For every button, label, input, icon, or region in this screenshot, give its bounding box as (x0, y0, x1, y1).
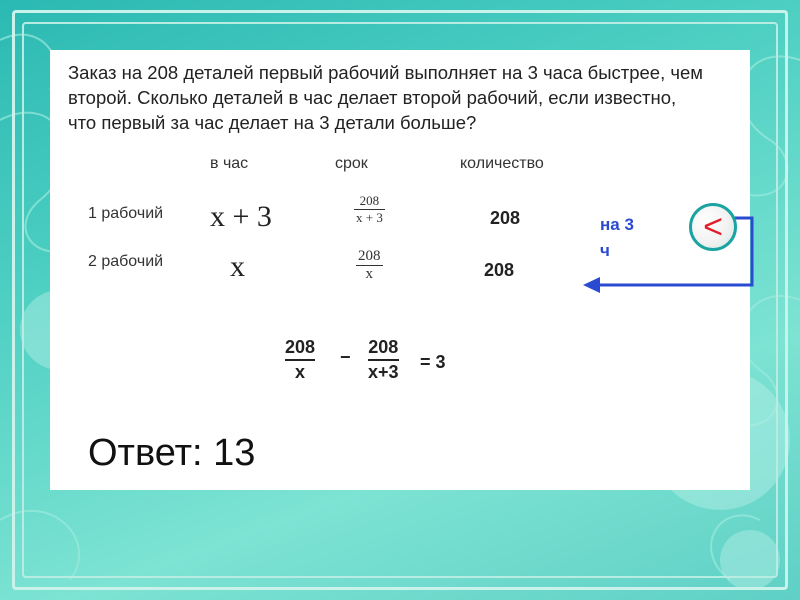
answer-text: Ответ: 13 (88, 432, 256, 474)
rate-worker-1: x + 3 (210, 200, 272, 233)
header-rate: в час (210, 155, 249, 172)
equation-minus: − (340, 347, 351, 367)
fraction-bar (285, 359, 315, 361)
header-time: срок (335, 155, 368, 172)
problem-statement: Заказ на 208 деталей первый рабочий выполняет на 3 часа быстрее, чем второй. Сколько деталей в час делает второй рабочий, если известно, что первый за час делает на 3 детали больше? (68, 62, 704, 133)
quantity-worker-1: 208 (490, 208, 521, 228)
less-than-symbol: < (703, 208, 723, 246)
equation-left-numerator: 208 (285, 337, 316, 357)
fraction-bar (368, 359, 399, 361)
equation-left-fraction (285, 337, 315, 383)
equation-left-denominator: x (295, 362, 306, 382)
quantity-worker-2: 208 (484, 260, 515, 280)
time-denominator-worker-1: x + 3 (356, 210, 383, 225)
rate-worker-2: x (230, 250, 245, 283)
equation-right-numerator: 208 (368, 337, 399, 357)
time-difference-line-1: на 3 (600, 215, 634, 234)
equation-right-fraction (368, 337, 399, 383)
header-quantity: количество (460, 155, 544, 172)
time-denominator-worker-2: x (365, 266, 373, 282)
less-than-badge (689, 203, 737, 251)
time-difference-line-2: ч (600, 241, 610, 260)
time-numerator-worker-2: 208 (358, 248, 381, 264)
row-label-worker-2: 2 рабочий (88, 253, 164, 270)
row-label-worker-1: 1 рабочий (88, 205, 164, 222)
time-numerator-worker-1: 208 (359, 193, 380, 208)
equation-result: = 3 (420, 352, 446, 372)
equation-right-denominator: x+3 (368, 362, 399, 382)
